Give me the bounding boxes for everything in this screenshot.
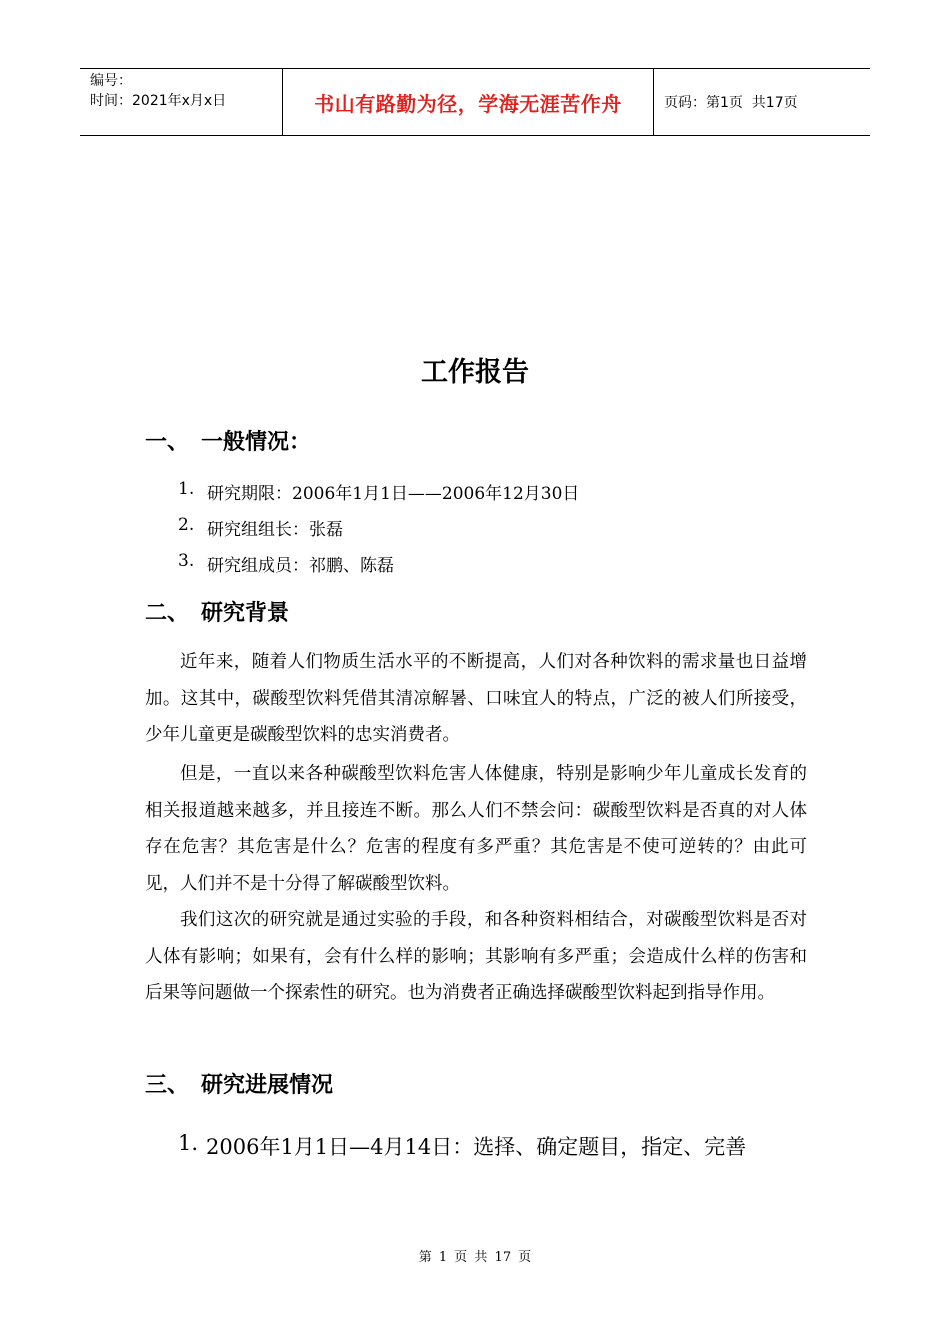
- header-page-cell: [654, 69, 870, 135]
- list-number: 2.: [178, 515, 195, 535]
- paragraph: 近年来，随着人们物质生活水平的不断提高，人们对各种饮料的需求量也日益增加。这其中，碳酸型饮料凭借其清凉解暑、口味宜人的特点，广泛的被人们所接受，少年儿童更是碳酸型饮料的忠实消费者。: [145, 652, 807, 745]
- section-heading-general: [145, 425, 311, 456]
- list-number: 1.: [178, 479, 195, 499]
- page-info: 页码：第1页 共17页: [664, 95, 798, 111]
- list-number: 3.: [178, 551, 195, 571]
- header-motto: 书山有路勤为径，学海无涯苦作舟: [282, 69, 654, 135]
- section-title: 一般情况：: [201, 430, 312, 455]
- section-number: 一、: [145, 430, 190, 455]
- document-title: 工作报告: [421, 357, 529, 388]
- list-text: 研究组组长：张磊: [207, 520, 343, 540]
- paragraph: 我们这次的研究就是通过实验的手段，和各种资料相结合，对碳酸型饮料是否对人体有影响；如果有，会有什么样的影响；其影响有多严重；会造成什么样的伤害和后果等问题做一个探索性的研究。也为消费者正确选择碳酸型饮料起到指导作用。: [145, 910, 807, 1003]
- list-number: 1.: [178, 1131, 199, 1155]
- section-title: 研究背景: [201, 601, 290, 626]
- section-title: 研究进展情况: [201, 1073, 334, 1098]
- paragraph: 但是，一直以来各种碳酸型饮料危害人体健康，特别是影响少年儿童成长发育的相关报道越来越多，并且接连不断。那么人们不禁会问：碳酸型饮料是否真的对人体存在危害？其危害是什么？危害的程度有多严重？其危害是不使可逆转的？由此可见，人们并不是十分得了解碳酸型饮料。: [145, 764, 807, 894]
- list-item: [178, 515, 343, 540]
- header-meta-cell: [80, 69, 282, 135]
- list-text: 研究期限：2006年1月1日——2006年12月30日: [207, 484, 580, 504]
- section-heading-progress: [145, 1068, 333, 1099]
- list-item: [178, 551, 394, 576]
- page-footer: 第 1 页 共 17 页: [418, 1250, 532, 1265]
- list-text: 研究组成员：祁鹏、陈磊: [207, 556, 394, 576]
- section-heading-background: [145, 596, 289, 627]
- list-item: [178, 1131, 746, 1161]
- number-label: 编号：: [90, 73, 132, 89]
- list-text: 2006年1月1日—4月14日：选择、确定题目，指定、完善: [206, 1135, 747, 1159]
- page-header: [80, 68, 870, 136]
- list-item: [178, 479, 579, 504]
- section-number: 二、: [145, 601, 190, 626]
- time-label: 时间：2021年x月x日: [90, 93, 227, 109]
- section-number: 三、: [145, 1073, 190, 1098]
